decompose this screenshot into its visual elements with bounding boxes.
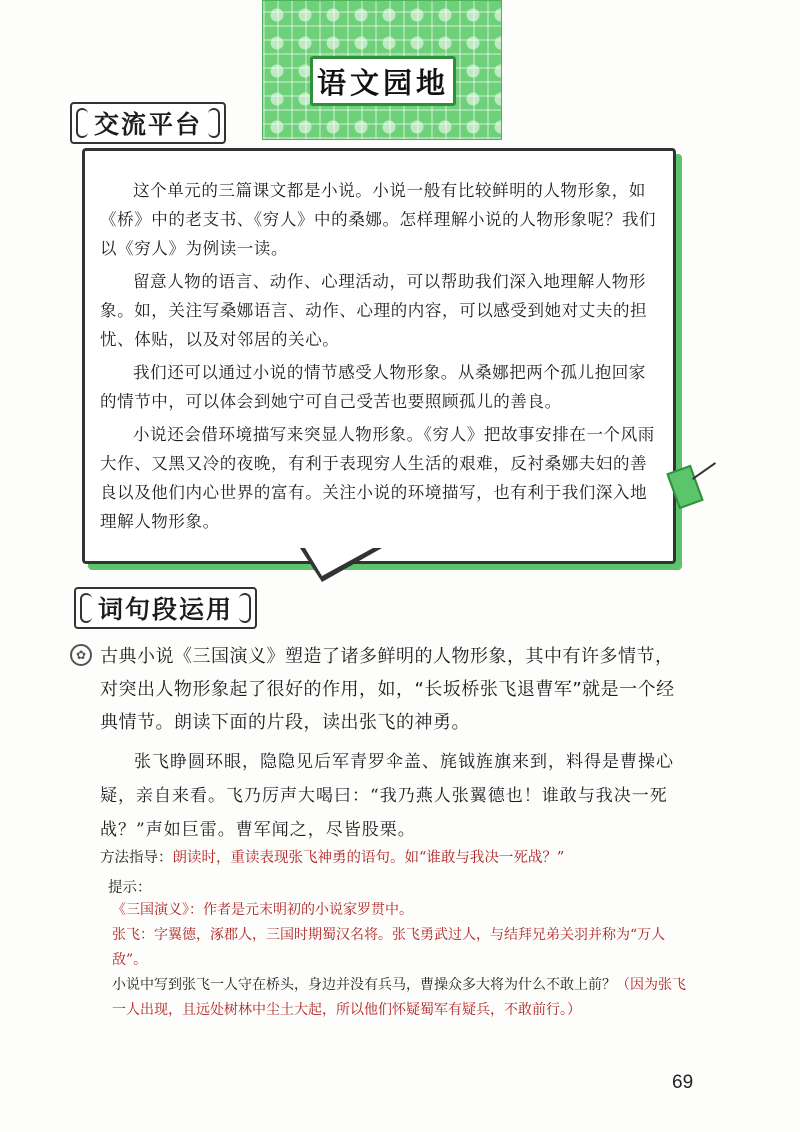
hint-list	[112, 898, 692, 1023]
exchange-paragraph: 我们还可以通过小说的情节感受人物形象。从桑娜把两个孤儿抱回家的情节中，可以体会到她宁可自己受苦也要照顾孤儿的善良。	[100, 363, 646, 411]
method-label: 方法指导：	[100, 850, 173, 866]
page-number: 69	[672, 1072, 694, 1093]
novel-excerpt: 张飞睁圆环眼，隐隐见后军青罗伞盖、旄钺旌旗来到，料得是曹操心疑，亲自来看。飞乃厉声大喝曰：“我乃燕人张翼德也！谁敢与我决一死战？”声如巨雷。曹军闻之，尽皆股栗。	[100, 752, 674, 840]
method-text: 朗读时，重读表现张飞神勇的语句。如“谁敢与我决一死战？”	[172, 850, 565, 866]
exchange-paragraph: 这个单元的三篇课文都是小说。小说一般有比较鲜明的人物形象，如《桥》中的老支书、《穷人》中的桑娜。怎样理解小说的人物形象呢？我们以《穷人》为例读一读。	[100, 181, 657, 258]
hint-label: 提示：	[108, 880, 152, 896]
hint-item: 张飞：字翼德，涿郡人，三国时期蜀汉名将。张飞勇武过人，与结拜兄弟关羽并称为“万人敌”。	[112, 927, 666, 968]
exchange-text	[100, 176, 660, 540]
hint-item: 《三国演义》：作者是元末明初的小说家罗贯中。	[112, 902, 413, 918]
hint-answer: （因为张飞一人出现，且远处树林中尘土大起，所以他们怀疑蜀军有疑兵，不敢前行。）	[112, 977, 686, 1018]
hint-question: 小说中写到张飞一人守在桥头，身边并没有兵马，曹操众多大将为什么不敢上前？	[112, 977, 616, 993]
hint-question-item	[112, 973, 692, 1023]
method-guide	[100, 846, 700, 867]
section-tag-words: 词句段运用	[74, 587, 257, 629]
exchange-paragraph: 小说还会借环境描写来突显人物形象。《穷人》把故事安排在一个风雨大作、又黑又冷的夜晚，有利于表现穷人生活的艰难，反衬桑娜夫妇的善良以及他们内心世界的富有。关注小说的环境描写，也有利于我们深入地理解人物形象。	[100, 425, 655, 531]
page-title: 语文园地	[310, 56, 456, 106]
exercise-intro: 古典小说《三国演义》塑造了诸多鲜明的人物形象，其中有许多情节，对突出人物形象起了很好的作用，如，“长坂桥张飞退曹军”就是一个经典情节。朗读下面的片段，读出张飞的神勇。	[100, 646, 675, 733]
section-tag-exchange: 交流平台	[70, 102, 226, 144]
flower-bullet-icon: ✿	[70, 644, 92, 666]
exchange-paragraph: 留意人物的语言、动作、心理活动，可以帮助我们深入地理解人物形象。如，关注写桑娜语言、动作、心理的内容，可以感受到她对丈夫的担忧、体贴，以及对邻居的关心。	[100, 272, 648, 349]
